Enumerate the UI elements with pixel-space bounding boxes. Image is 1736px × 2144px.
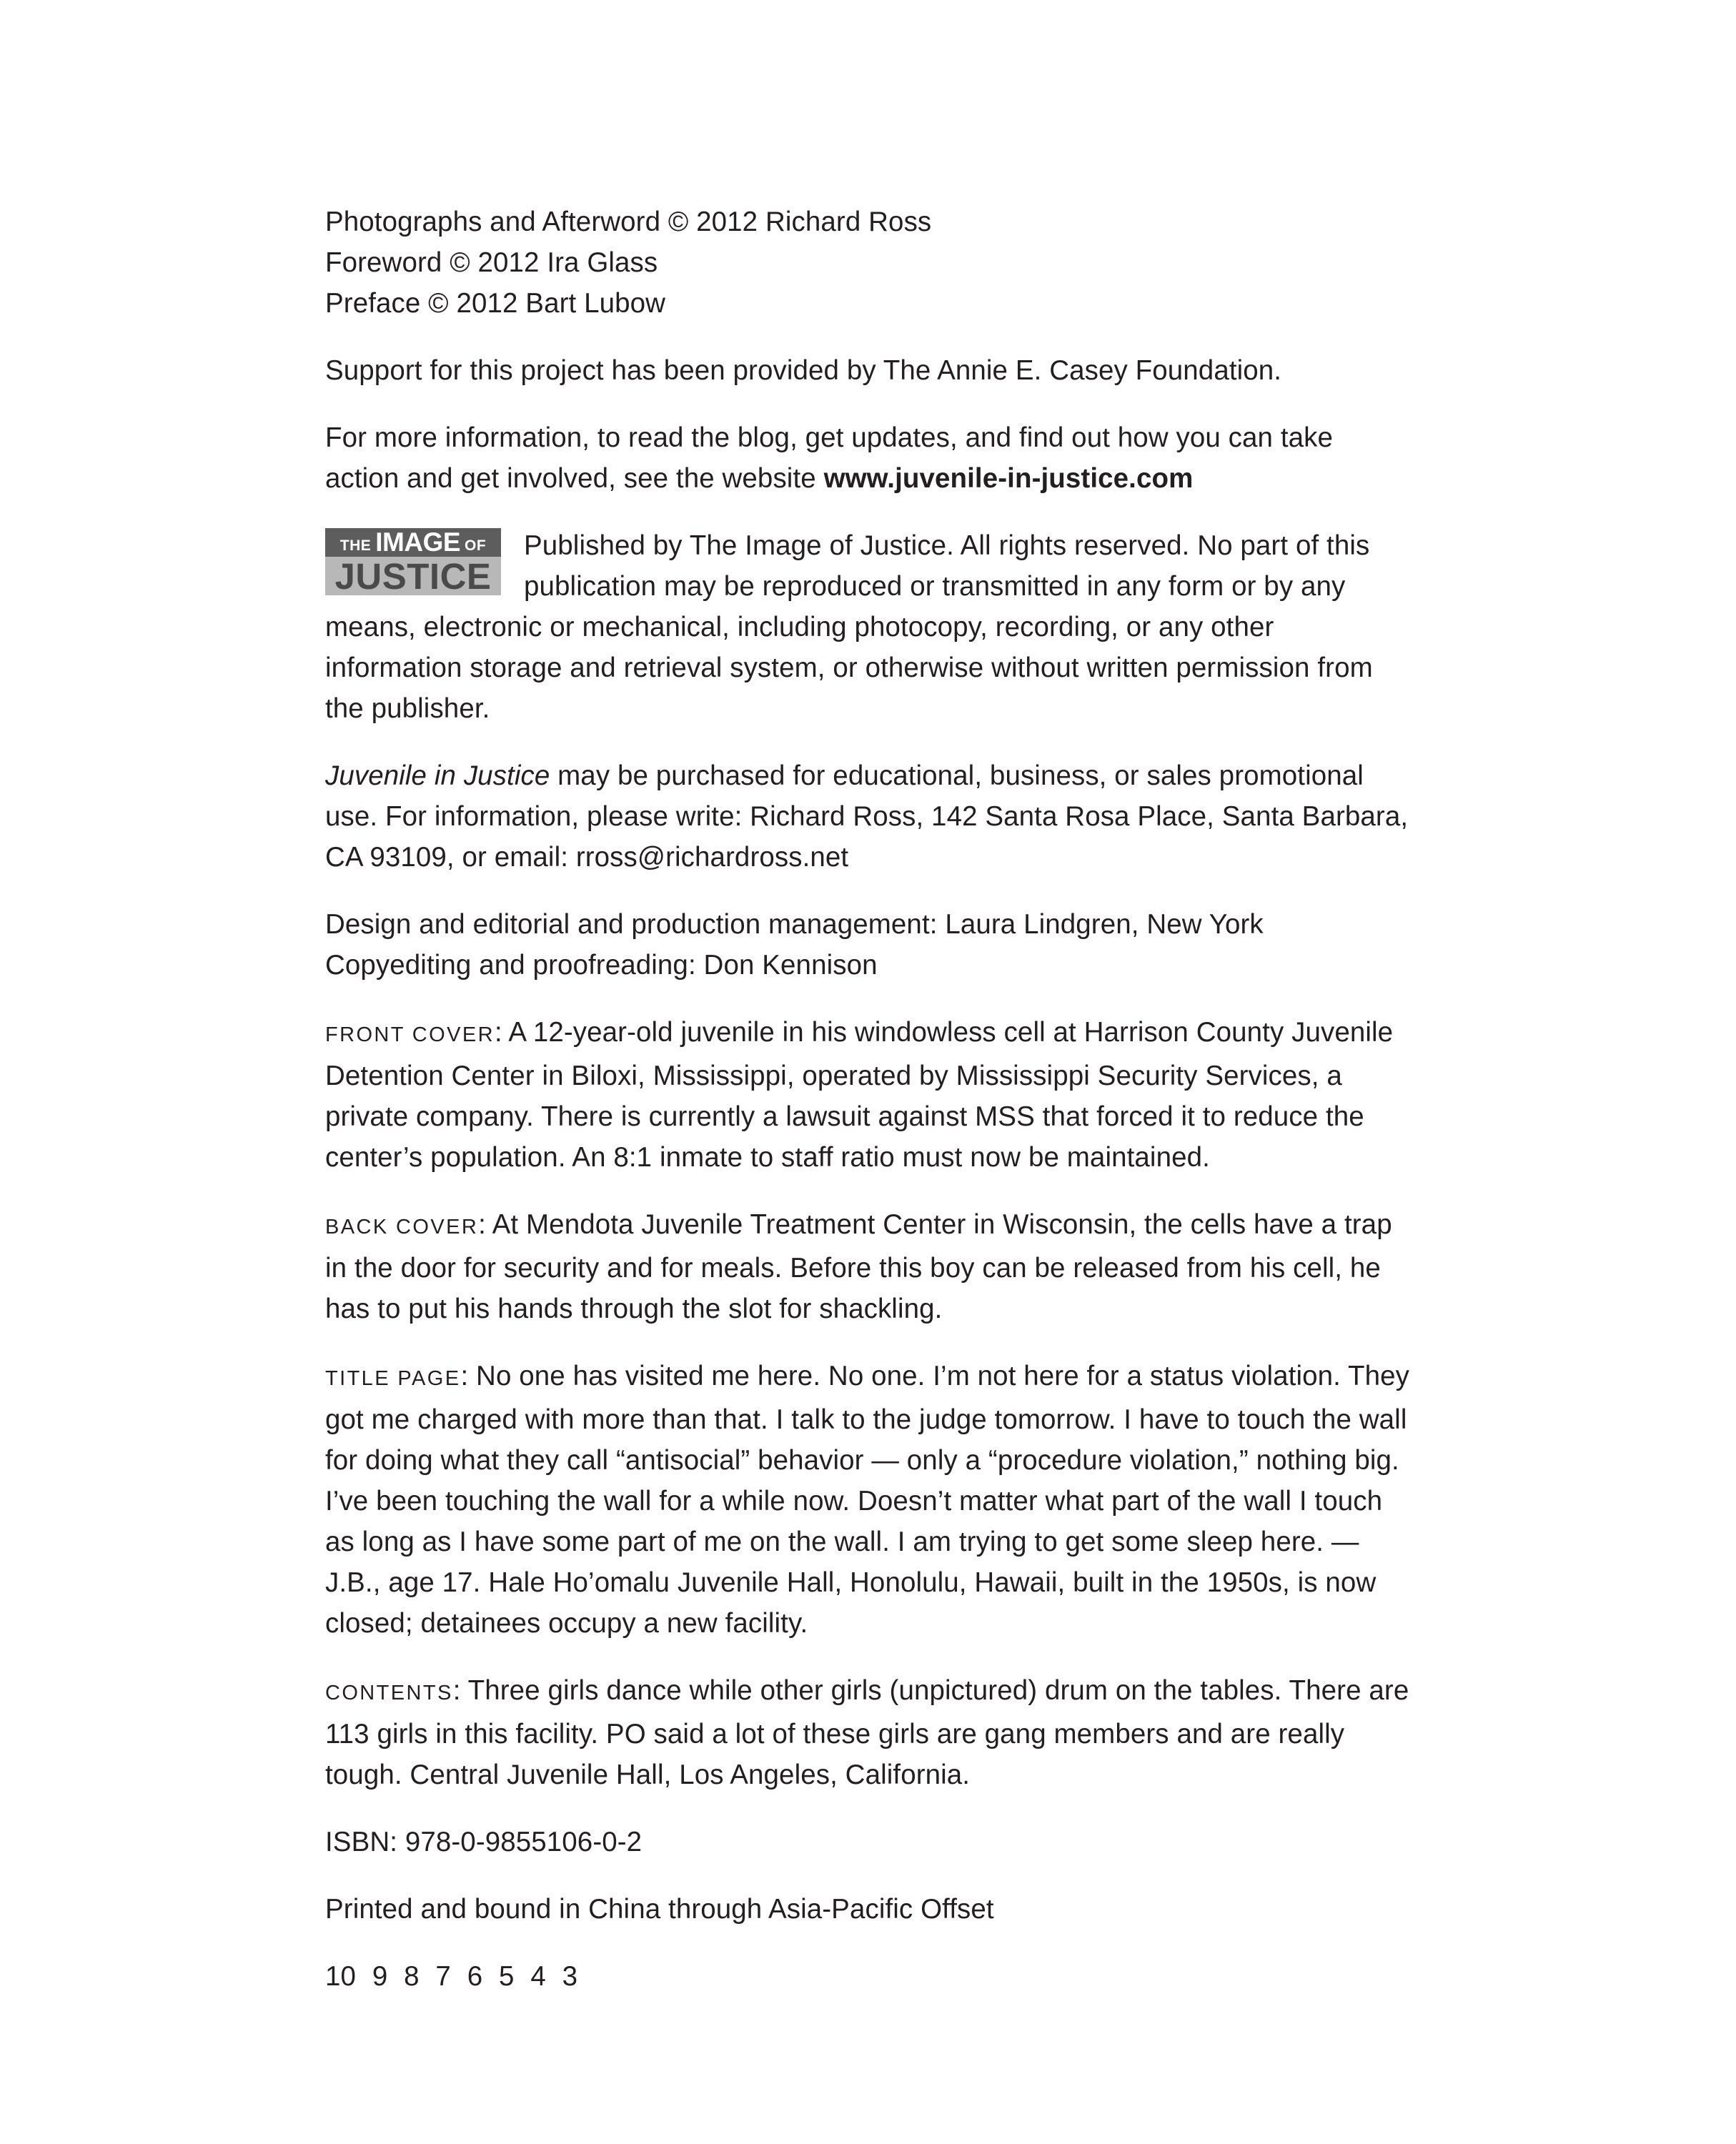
logo-of: OF xyxy=(465,537,487,554)
contents-caption xyxy=(325,1670,1412,1795)
copyright-preface: Preface © 2012 Bart Lubow xyxy=(325,288,666,319)
printing-line: 10 9 8 7 6 5 4 3 xyxy=(325,1961,578,1992)
image-of-justice-logo xyxy=(325,528,501,595)
logo-image: IMAGE xyxy=(375,527,461,557)
more-info-text: For more information, to read the blog, get updates, and find out how you can take action and get involved, see the website xyxy=(325,422,1334,494)
website-link[interactable]: www.juvenile-in-justice.com xyxy=(823,463,1194,494)
front-cover-label: FRONT COVER xyxy=(325,1023,495,1046)
contents-text: : Three girls dance while other girls (unpictured) drum on the tables. There are 113 girls in this facility. PO said a lot of these girls are gang members and are really tough. Central Juvenile Hall, Los Angeles, California. xyxy=(325,1675,1409,1790)
front-cover-text: : A 12-year-old juvenile in his windowless cell at Harrison County Juvenile Detention Center in Biloxi, Mississippi, operated by Mississippi Security Services, a private company. There is currently a lawsuit against MSS that forced it to reduce the center’s population. An 8:1 inmate to staff ratio must now be maintained. xyxy=(325,1017,1394,1173)
front-cover-caption xyxy=(325,1012,1412,1178)
copyright-foreword: Foreword © 2012 Ira Glass xyxy=(325,247,658,278)
back-cover-caption xyxy=(325,1204,1412,1329)
purchase-info xyxy=(325,755,1412,878)
copyright-page xyxy=(325,202,1412,2023)
title-page-caption xyxy=(325,1356,1412,1644)
isbn: ISBN: 978-0-9855106-0-2 xyxy=(325,1827,643,1857)
logo-top-band xyxy=(325,528,501,557)
contents-label: CONTENTS xyxy=(325,1682,453,1704)
book-title: Juvenile in Justice xyxy=(325,760,550,791)
title-page-label: TITLE PAGE xyxy=(325,1367,461,1390)
title-page-text: : No one has visited me here. No one. I’m not here for a status violation. They got me charged with more than that. I talk to the judge tomorrow. I have to touch the wall for doing what they call “antisocial” behavior — only a “procedure violation,” nothing big. I’ve been touching the wall for a while now. Doesn’t matter what part of the wall I touch as long as I have some part of me on the wall. I am trying to get some sleep here. — J.B., age 17. Hale Ho’omalu Juvenile Hall, Honolulu, Hawaii, built in the 1950s, is now closed; detainees occupy a new facility. xyxy=(325,1361,1410,1639)
printed-statement: Printed and bound in China through Asia-Pacific Offset xyxy=(325,1894,994,1925)
rights-statement: Published by The Image of Justice. All rights reserved. No part of this publication may be reproduced or transmitted in any form or by any means, electronic or mechanical, including photocopy, recording, or any other information storage and retrieval system, or otherwise without written permission from the publisher. xyxy=(325,530,1373,724)
logo-the: THE xyxy=(339,537,372,554)
copyediting-credit: Copyediting and proofreading: Don Kennison xyxy=(325,950,878,981)
logo-justice: JUSTICE xyxy=(325,557,501,595)
copyright-photographs: Photographs and Afterword © 2012 Richard Ross xyxy=(325,207,932,237)
purchase-text: may be purchased for educational, business, or sales promotional use. For information, please write: Richard Ross, 142 Santa Rosa Place, Santa Barbara, CA 93109, or email: rross@richardross.net xyxy=(325,760,1409,873)
rights-block xyxy=(325,525,1412,729)
back-cover-text: : At Mendota Juvenile Treatment Center in Wisconsin, the cells have a trap in the door for security and for meals. Before this boy can be released from his cell, he has to put his hands through the slot for shackling. xyxy=(325,1209,1392,1324)
support-statement: Support for this project has been provided by The Annie E. Casey Foundation. xyxy=(325,355,1282,386)
design-credit: Design and editorial and production management: Laura Lindgren, New York xyxy=(325,909,1264,940)
more-info xyxy=(325,417,1412,499)
back-cover-label: BACK COVER xyxy=(325,1216,479,1239)
